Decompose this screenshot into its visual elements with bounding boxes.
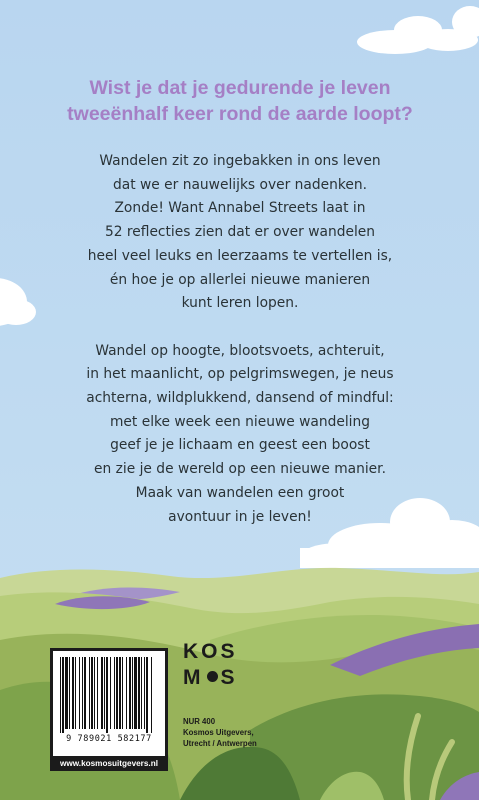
barcode-bar xyxy=(126,657,127,729)
kosmos-logo xyxy=(183,640,245,692)
publisher-name: Kosmos Uitgevers, xyxy=(183,728,254,737)
barcode-bar xyxy=(132,657,133,729)
barcode-bar xyxy=(106,657,108,733)
blurb-line: Zonde! Want Annabel Streets laat in xyxy=(114,200,366,217)
barcode-bar xyxy=(65,657,68,729)
barcode-bar xyxy=(119,657,121,729)
nur-code: NUR 400 xyxy=(183,717,216,726)
barcode-bar xyxy=(69,657,70,729)
isbn-number: 9 789021 582177 xyxy=(66,734,152,744)
blurb-line: in het maanlicht, op pelgrimswegen, je neus xyxy=(86,366,394,383)
blurb-paragraph-2 xyxy=(60,340,420,530)
blurb-line: met elke week een nieuwe wandeling xyxy=(109,413,371,430)
barcode-bar xyxy=(62,657,64,733)
barcode-bars xyxy=(58,657,160,733)
barcode-bar xyxy=(82,657,83,729)
headline xyxy=(40,75,440,127)
blurb-line: Maak van wandelen een groot xyxy=(135,484,345,501)
barcode-bar xyxy=(114,657,115,729)
blurb-line: en zie je de wereld op een nieuwe manier. xyxy=(94,461,386,478)
barcode-bar xyxy=(79,657,80,729)
publisher-info xyxy=(183,716,257,749)
blurb-paragraph-1 xyxy=(60,150,420,316)
barcode-bar xyxy=(116,657,118,729)
barcode-bar xyxy=(72,657,74,729)
barcode-bar xyxy=(146,657,148,733)
blurb-line: Wandelen zit zo ingebakken in ons leven xyxy=(99,153,381,169)
barcode-bar xyxy=(110,657,111,729)
blurb-line: achterna, wildplukkend, dansend of mindful: xyxy=(86,390,394,407)
blurb xyxy=(60,150,420,529)
publisher-location: Utrecht / Antwerpen xyxy=(183,739,257,748)
barcode-bar xyxy=(141,657,142,729)
barcode-bar xyxy=(129,657,131,729)
headline-line: Wist je dat je gedurende je leven xyxy=(89,77,391,99)
barcode-bar xyxy=(75,657,76,729)
blurb-line: dat we er nauwelijks over nadenken. xyxy=(113,176,367,193)
blurb-line: heel veel leuks en leerzaams te vertellen is, xyxy=(87,247,393,264)
barcode-bar xyxy=(151,657,152,733)
blurb-line: 52 reflecties zien dat er over wandelen xyxy=(104,224,376,241)
publisher-url: www.kosmosuitgevers.nl xyxy=(50,757,168,771)
barcode-bar xyxy=(104,657,105,729)
headline-line: tweeënhalf keer rond de aarde loopt? xyxy=(67,103,413,125)
barcode-bar xyxy=(122,657,123,729)
barcode-bar xyxy=(134,657,137,729)
barcode-bar xyxy=(144,657,145,729)
blurb-line: én hoe je op allerlei nieuwe manieren xyxy=(109,271,371,288)
barcode-bar xyxy=(89,657,90,729)
barcode-bar xyxy=(97,657,98,729)
barcode-bar xyxy=(91,657,93,729)
logo-row-1: KOS xyxy=(183,640,238,663)
logo-dot-icon xyxy=(207,671,218,682)
blurb-line: Wandel op hoogte, blootsvoets, achteruit, xyxy=(95,342,385,359)
barcode-bar xyxy=(138,657,140,729)
barcode-bar xyxy=(84,657,86,729)
barcode xyxy=(50,648,168,759)
barcode-bar xyxy=(94,657,95,729)
barcode-bar xyxy=(101,657,103,729)
blurb-line: avontuur in je leven! xyxy=(168,508,312,525)
blurb-line: kunt leren lopen. xyxy=(181,295,299,312)
barcode-bar xyxy=(60,657,61,733)
logo-letter: S xyxy=(220,666,238,689)
logo-letter: M xyxy=(183,666,204,689)
logo-row-2 xyxy=(183,666,238,690)
blurb-line: geef je je lichaam en geest een boost xyxy=(110,437,370,454)
